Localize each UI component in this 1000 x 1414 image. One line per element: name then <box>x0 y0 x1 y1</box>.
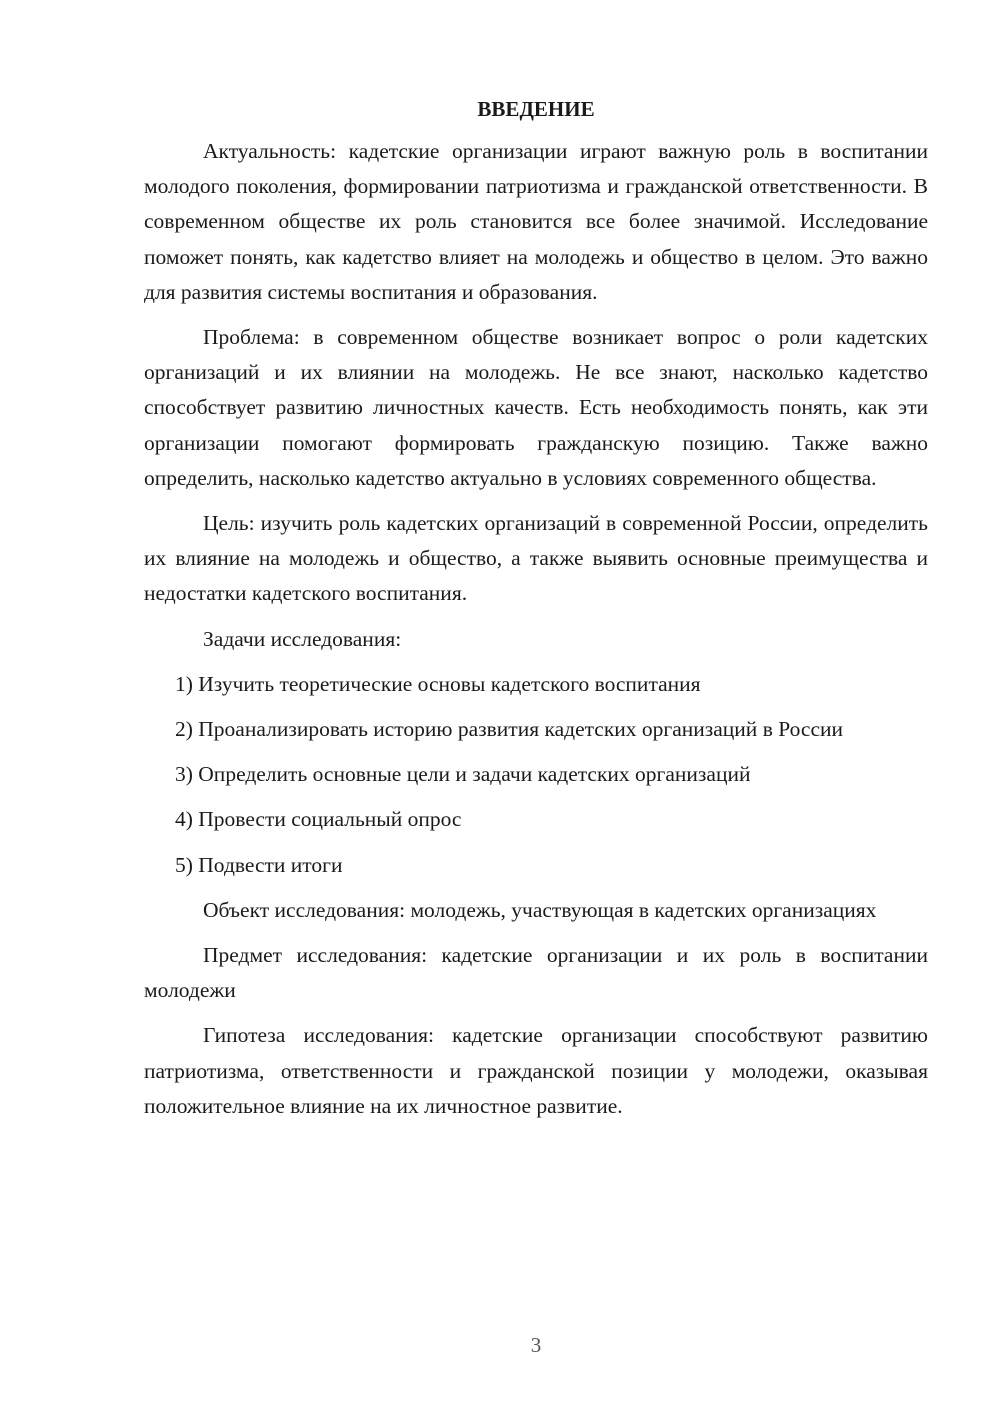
tasks-heading: Задачи исследования: <box>203 626 402 651</box>
page-number: 3 <box>530 1333 542 1357</box>
task-item-4: 4) Провести социальный опрос <box>175 807 462 832</box>
subject-paragraph: Предмет исследования: кадетские организации и их роль в воспитании молодежи <box>144 943 928 1003</box>
document-page <box>144 92 928 1124</box>
task-item-1: 1) Изучить теоретические основы кадетского воспитания <box>175 671 701 696</box>
object-paragraph: Объект исследования: молодежь, участвующая в кадетских организациях <box>203 897 877 922</box>
problem-paragraph: Проблема: в современном обществе возникает вопрос о роли кадетских организаций и их влиянии на молодежь. Не все знают, насколько кадетство способствует развитию личностных качеств. Есть необходимость понять, как эти организации помогают формировать гражданскую позицию. Также важно определить, насколько кадетство актуально в условиях современного общества. <box>144 325 928 490</box>
section-title: ВВЕДЕНИЕ <box>477 97 595 121</box>
hypothesis-paragraph: Гипотеза исследования: кадетские организации способствуют развитию патриотизма, ответственности и гражданской позиции у молодежи, оказывая положительное влияние на их личностное развитие. <box>144 1023 928 1118</box>
goal-paragraph: Цель: изучить роль кадетских организаций в современной России, определить их влияние на молодежь и общество, а также выявить основные преимущества и недостатки кадетского воспитания. <box>144 511 928 606</box>
relevance-paragraph: Актуальность: кадетские организации играют важную роль в воспитании молодого поколения, формировании патриотизма и гражданской ответственности. В современном обществе их роль становится все более значимой. Исследование поможет понять, как кадетство влияет на молодежь и общество в целом. Это важно для развития системы воспитания и образования. <box>144 139 928 304</box>
task-item-5: 5) Подвести итоги <box>175 852 343 877</box>
task-item-3: 3) Определить основные цели и задачи кадетских организаций <box>175 762 751 787</box>
task-item-2: 2) Проанализировать историю развития кадетских организаций в России <box>175 717 844 742</box>
